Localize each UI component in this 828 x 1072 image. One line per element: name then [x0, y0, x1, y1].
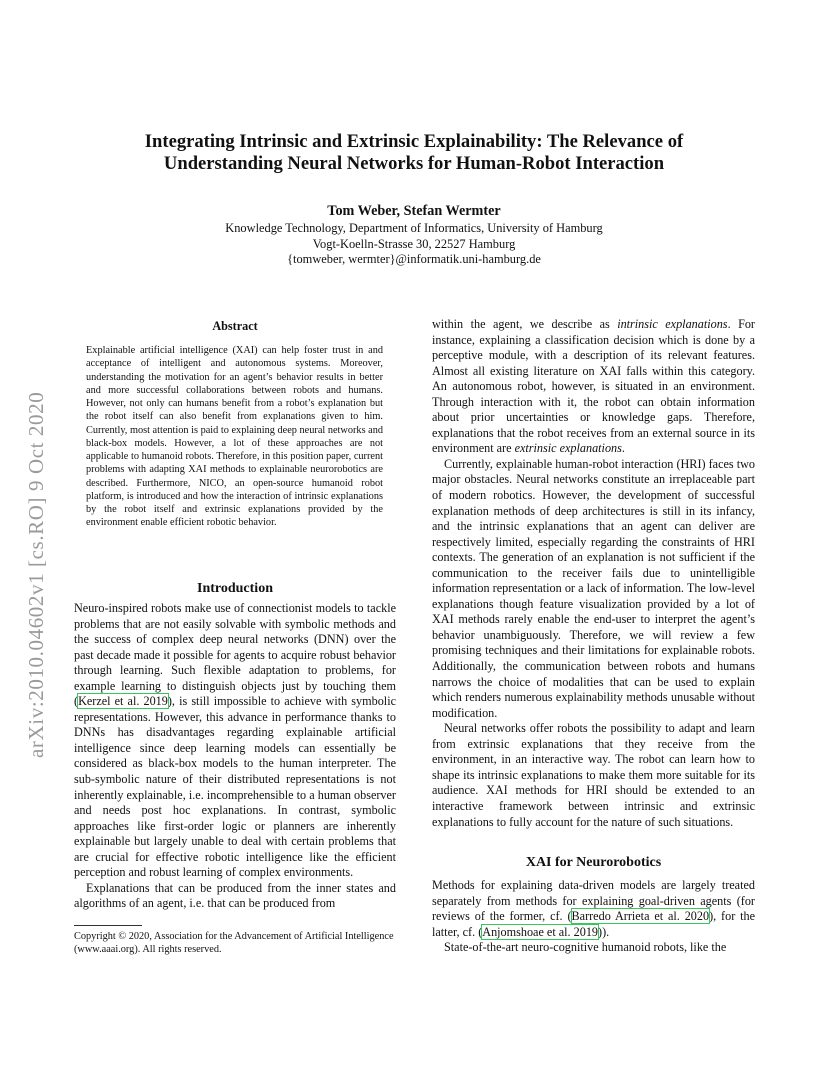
- copyright-footnote: Copyright © 2020, Association for the Advancement of Artificial Intelligence (www.aaai.org). All rights reserved.: [74, 931, 394, 955]
- xai-paragraph-2: State-of-the-art neuro-cognitive humanoid robots, like the: [444, 940, 727, 955]
- right-paragraph-1-text-c: .: [621, 441, 625, 456]
- xai-neurorobotics-heading: XAI for Neurorobotics: [525, 855, 662, 870]
- paper-title-line-2: Understanding Neural Networks for Human-Robot Interaction: [163, 153, 665, 174]
- intro-paragraph-2: Explanations that can be produced from the inner states and algorithms of an agent, i.e. that can be produced from: [74, 880, 396, 911]
- abstract-heading: Abstract: [212, 319, 258, 333]
- xai-paragraph-1-text-b: ), for the latter, cf. (: [432, 909, 755, 939]
- intro-paragraph-1-text-a: Neuro-inspired robots make use of connectionist models to tackle problems that are not easily solvable with symbolic methods and the success of complex deep neural networks (DNN) over the past decade made it possible for agents to acquire robust behavior through learning. Such flexible adaptation to problems, for example learning to distinguish objects just by touching them (: [74, 601, 396, 709]
- term-intrinsic-explanations: intrinsic explanations: [617, 317, 728, 331]
- right-paragraph-1-text-b: . For instance, explaining a classification decision which is done by a perceptive module, with a description of its relevant features. Almost all existing literature on XAI falls within this category. An autonomous robot, however, is situated in an environment. Through interaction with it, the robot can obtain information about prior uncertainties or knowledge gaps. Therefore, explanations that the robot receives from an external source in its environment are: [432, 317, 755, 456]
- arxiv-identifier-text: arXiv:2010.04602v1 [cs.RO] 9 Oct 2020: [24, 391, 48, 758]
- arxiv-identifier: [24, 288, 48, 758]
- right-column-body: [432, 317, 755, 830]
- citation-link-anjomshoae[interactable]: Anjomshoae et al. 2019: [482, 924, 599, 939]
- intro-paragraph-1-text-b: ), is still impossible to achieve with symbolic representations. However, this advance in performance thanks to DNNs has disadvantages regarding explainable artificial intelligence since deep learning models can essentially be considered as black-box models to the human interpreter. The sub-symbolic nature of their distributed representations is not inherently explainable, i.e. incomprehensible to a human observer and needs post hoc explanations. In contrast, symbolic approaches like first-order logic or planners are inherently explainable but largely unable to deal with certain problems that are crucial for effective robotic intelligence like the efficient perception and robust learning of complex environments.: [74, 694, 396, 880]
- right-paragraph-1-text-a: within the agent, we describe as: [432, 317, 618, 331]
- affiliation-email: {tomweber, wermter}@informatik.uni-hamburg.de: [287, 252, 541, 267]
- intro-paragraph-1: [74, 601, 396, 881]
- footnote-divider: [74, 925, 142, 926]
- citation-link-kerzel[interactable]: Kerzel et al. 2019: [78, 694, 168, 709]
- introduction-heading: Introduction: [197, 581, 273, 596]
- xai-paragraph-1-text-c: )).: [598, 924, 610, 939]
- term-extrinsic-explanations: extrinsic explanations: [514, 441, 622, 456]
- affiliation-line: Knowledge Technology, Department of Informatics, University of Hamburg: [225, 221, 603, 235]
- affiliation: [74, 221, 754, 268]
- citation-link-barredo-arrieta[interactable]: Barredo Arrieta et al. 2020: [571, 909, 710, 924]
- abstract-text: Explainable artificial intelligence (XAI) can help foster trust in and acceptance of intelligent and autonomous systems. Moreover, understanding the motivation for an agent’s behavior results in better and more successful collaborations between robots and humans. However, not only can humans benefit from a robot’s explanation but the robot itself can also benefit from explanations given to him. Currently, most attention is paid to explaining deep neural networks and black-box models. However, a lot of these approaches are not applicable to humanoid robots. Therefore, in this position paper, current problems with adapting XAI methods to explainable neurorobotics are described. Furthermore, NICO, an open-source humanoid robot platform, is introduced and how the interaction of intrinsic explanations by the robot itself and extrinsic explanations provided by the environment enable efficient robotic behavior.: [86, 345, 384, 529]
- affiliation-address: Vogt-Koelln-Strasse 30, 22527 Hamburg: [312, 236, 516, 251]
- right-paragraph-3: Neural networks offer robots the possibility to adapt and learn from extrinsic explanations that they receive from the environment, in an interactive way. The robot can learn how to shape its intrinsic explanations to make them more suitable for its audience. XAI methods for HRI should be extended to an interactive framework between intrinsic and extrinsic explanations to fully account for the nature of such situations.: [432, 721, 755, 829]
- xai-paragraph-1: [432, 878, 755, 940]
- paper-title: [74, 131, 754, 175]
- left-column-body: [74, 601, 396, 912]
- right-paragraph-2: Currently, explainable human-robot interaction (HRI) faces two major obstacles. Neural networks constitute an irreplaceable part of modern robotics. However, the development of successful explanation methods of deep architectures is still in its infancy, and the intrinsic explanations that an agent can deliver are respectively limited, especially regarding the constraints of HRI contexts. The generation of an explanation is not sufficient if the communication to the receiver fails due to unintelligible information representation or a lack of information. The low-level explanations though feature visualization provided by a lot of XAI methods rarely enable the end-user to interpret the agent’s behavior unambiguously. Therefore, we will review a few promising techniques and their limitations for explainable robots. Additionally, the communication between robots and humans narrows the choice of modalities that can be used to explain which renders numerous explainability methods unusable without modification.: [432, 456, 755, 720]
- right-paragraph-1: [432, 317, 755, 457]
- xai-section-body: [432, 878, 755, 956]
- paper-authors: Tom Weber, Stefan Wermter: [327, 203, 501, 219]
- paper-title-line-1: Integrating Intrinsic and Extrinsic Explainability: The Relevance of: [144, 131, 684, 152]
- xai-paragraph-1-text-a: Methods for explaining data-driven models are largely treated separately from methods for explaining goal-driven agents (for reviews of the former, cf. (: [432, 878, 755, 924]
